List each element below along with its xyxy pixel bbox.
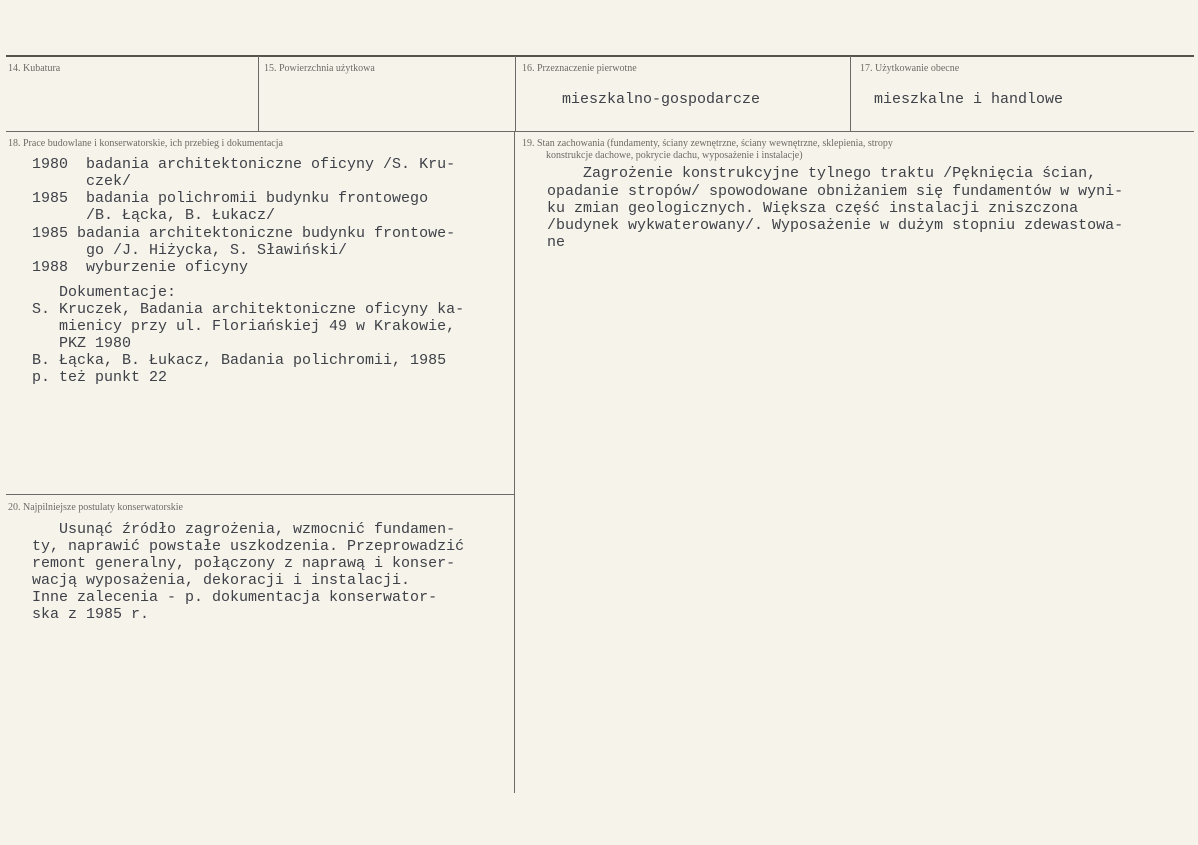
field-20-line: remont generalny, połączony z naprawą i konser-	[32, 555, 456, 572]
field-20-line: ty, naprawić powstałe uszkodzenia. Przeprowadzić	[32, 538, 465, 555]
field-17-value: mieszkalne i handlowe	[874, 91, 1064, 108]
field-18-line: p. też punkt 22	[32, 369, 168, 386]
field-19-label: 19. Stan zachowania (fundamenty, ściany zewnętrzne, ściany wewnętrzne, sklepienia, stropy	[522, 138, 893, 149]
field-20-line: wacją wyposażenia, dekoracji i instalacji.	[32, 572, 411, 589]
field-18-line: go /J. Hiżycka, S. Sławiński/	[32, 242, 348, 259]
field-18-line: 1985 badania architektoniczne budynku frontowe-	[32, 225, 456, 242]
field-19-line: Zagrożenie konstrukcyjne tylnego traktu /Pęknięcia ścian,	[547, 165, 1097, 182]
field-17-label: 17. Użytkowanie obecne	[860, 63, 960, 74]
field-15-label: 15. Powierzchnia użytkowa	[264, 63, 375, 74]
field-18-label: 18. Prace budowlane i konserwatorskie, ich przebieg i dokumentacja	[8, 138, 283, 149]
field-18-line: S. Kruczek, Badania architektoniczne oficyny ka-	[32, 301, 465, 318]
field-18-line: PKZ 1980	[32, 335, 132, 352]
field-16-label: 16. Przeznaczenie pierwotne	[522, 63, 637, 74]
field-20-line: ska z 1985 r.	[32, 606, 150, 623]
field-19-label-cont: konstrukcje dachowe, pokrycie dachu, wyposażenie i instalacje)	[546, 150, 803, 161]
field-20-line: Inne zalecenia - p. dokumentacja konserwator-	[32, 589, 438, 606]
field-18-line: /B. Łącka, B. Łukacz/	[32, 207, 276, 224]
field-16-value: mieszkalno-gospodarcze	[562, 91, 761, 108]
col-divider-16-17	[850, 56, 851, 131]
top-rule	[6, 55, 1194, 57]
field-19-line: opadanie stropów/ spowodowane obniżaniem się fundamentów w wyni-	[547, 183, 1124, 200]
field-19-line: /budynek wykwaterowany/. Wyposażenie w dużym stopniu zdewastowa-	[547, 217, 1124, 234]
field-18-line: Dokumentacje:	[32, 284, 177, 301]
field-20-label: 20. Najpilniejsze postulaty konserwatorskie	[8, 502, 183, 513]
field-18-line: 1980 badania architektoniczne oficyny /S. Kru-	[32, 156, 456, 173]
field-19-line: ne	[547, 234, 566, 251]
row-divider-1	[6, 131, 1194, 132]
row-divider-2	[6, 494, 514, 495]
field-18-line: 1985 badania polichromii budynku frontowego	[32, 190, 429, 207]
col-divider-14-15	[258, 56, 259, 131]
col-divider-main	[514, 131, 515, 793]
field-18-line: mienicy przy ul. Floriańskiej 49 w Krakowie,	[32, 318, 456, 335]
field-14-label: 14. Kubatura	[8, 63, 61, 74]
col-divider-15-16	[515, 56, 516, 131]
field-18-line: B. Łącka, B. Łukacz, Badania polichromii, 1985	[32, 352, 447, 369]
field-20-line: Usunąć źródło zagrożenia, wzmocnić fundamen-	[32, 521, 456, 538]
field-19-line: ku zmian geologicznych. Większa część instalacji zniszczona	[547, 200, 1079, 217]
field-18-line: 1988 wyburzenie oficyny	[32, 259, 249, 276]
field-18-line: czek/	[32, 173, 132, 190]
